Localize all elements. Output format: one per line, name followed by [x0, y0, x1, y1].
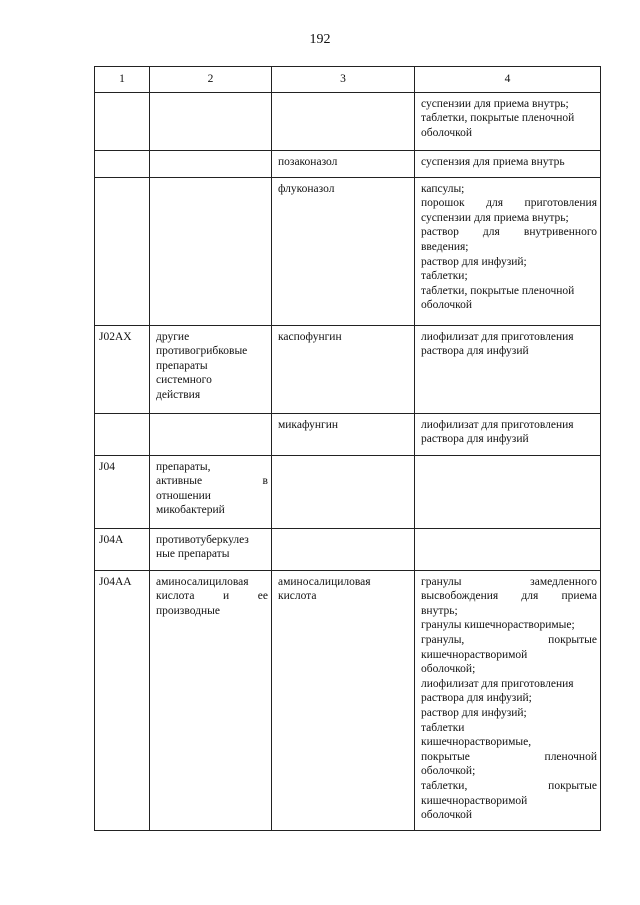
drug-name-cell — [272, 528, 415, 570]
group-name-line: системного — [156, 374, 212, 387]
drug-table — [94, 66, 601, 831]
dosage-form-line: оболочкой — [421, 299, 473, 312]
table-row — [95, 455, 601, 528]
atc-code-cell: J04 — [95, 455, 150, 528]
group-name-line: препараты — [156, 359, 208, 372]
dosage-form-line: раствора для инфузий — [421, 433, 529, 446]
drug-name-cell: позаконазол — [272, 150, 415, 177]
dosage-form-line: гранулы замедленного — [421, 575, 597, 588]
group-name-line: противотуберкулез — [156, 533, 249, 546]
drug-name-cell — [272, 570, 415, 830]
dosage-form-cell — [415, 455, 601, 528]
dosage-form-cell — [415, 325, 601, 413]
header-cell: 3 — [272, 67, 415, 93]
drug-name-line: аминосалициловая — [278, 575, 371, 588]
dosage-form-line: раствор для инфузий; — [421, 706, 527, 719]
atc-code-cell — [95, 92, 150, 150]
page-number: 192 — [309, 32, 331, 47]
dosage-form-cell — [415, 150, 601, 177]
dosage-form-line: оболочкой — [421, 126, 473, 139]
dosage-form-line: оболочкой — [421, 809, 473, 822]
dosage-form-line: покрытые пленочной — [421, 750, 597, 763]
group-name-line: противогрибковые — [156, 345, 248, 358]
drug-name-cell: микафунгин — [272, 413, 415, 455]
drug-name-line: кислота — [278, 590, 317, 603]
atc-code-cell: J04AA — [95, 570, 150, 830]
group-name-line: препараты, — [156, 460, 211, 473]
table-row — [95, 570, 601, 830]
dosage-form-line: таблетки — [421, 721, 465, 734]
dosage-form-line: раствора для инфузий — [421, 345, 529, 358]
group-name-cell — [150, 150, 272, 177]
group-name-line: ные препараты — [156, 548, 230, 561]
group-name-line: отношении — [156, 489, 211, 502]
dosage-form-line: таблетки; — [421, 270, 468, 283]
table-row — [95, 528, 601, 570]
header-cell: 2 — [150, 67, 272, 93]
group-name-cell — [150, 413, 272, 455]
dosage-form-line: суспензия для приема внутрь — [421, 155, 565, 168]
group-name-cell — [150, 177, 272, 325]
group-name-line: действия — [156, 388, 201, 401]
dosage-form-line: таблетки, покрытые пленочной — [421, 112, 575, 125]
group-name-cell — [150, 92, 272, 150]
dosage-form-line: лиофилизат для приготовления — [421, 418, 574, 431]
dosage-form-line: кишечнорастворимой — [421, 794, 528, 807]
dosage-form-cell — [415, 413, 601, 455]
dosage-form-line: порошок для приготовления — [421, 197, 597, 210]
group-name-cell — [150, 570, 272, 830]
group-name-line: кислота и ее — [156, 590, 268, 603]
group-name-line: производные — [156, 604, 220, 617]
group-name-cell — [150, 455, 272, 528]
atc-code-cell: J04A — [95, 528, 150, 570]
dosage-form-cell — [415, 570, 601, 830]
dosage-form-line: таблетки, покрытые — [421, 779, 597, 792]
dosage-form-line: раствора для инфузий; — [421, 692, 532, 705]
header-cell: 1 — [95, 67, 150, 93]
table-row — [95, 92, 601, 150]
dosage-form-line: введения; — [421, 240, 469, 253]
atc-code-cell — [95, 150, 150, 177]
dosage-form-line: оболочкой; — [421, 663, 476, 676]
dosage-form-cell — [415, 92, 601, 150]
table-body — [95, 67, 601, 831]
group-name-line: активные в — [156, 475, 268, 488]
dosage-form-cell — [415, 177, 601, 325]
atc-code-cell — [95, 413, 150, 455]
table-row — [95, 413, 601, 455]
group-name-cell — [150, 325, 272, 413]
dosage-form-line: кишечнорастворимой — [421, 648, 528, 661]
table-row — [95, 150, 601, 177]
drug-name-cell — [272, 455, 415, 528]
group-name-line: другие — [156, 330, 190, 343]
table-row — [95, 177, 601, 325]
drug-name-cell: каспофунгин — [272, 325, 415, 413]
dosage-form-cell — [415, 528, 601, 570]
dosage-form-line: оболочкой; — [421, 765, 476, 778]
dosage-form-line: высвобождения для приема — [421, 590, 597, 603]
group-name-cell — [150, 528, 272, 570]
dosage-form-line: лиофилизат для приготовления — [421, 677, 574, 690]
dosage-form-line: раствор для инфузий; — [421, 255, 527, 268]
dosage-form-line: таблетки, покрытые пленочной — [421, 284, 575, 297]
dosage-form-line: гранулы кишечнорастворимые; — [421, 619, 575, 632]
drug-name-cell: флуконазол — [272, 177, 415, 325]
header-cell: 4 — [415, 67, 601, 93]
table-row — [95, 325, 601, 413]
group-name-line: аминосалициловая — [156, 575, 249, 588]
dosage-form-line: лиофилизат для приготовления — [421, 330, 574, 343]
dosage-form-line: суспензии для приема внутрь; — [421, 97, 569, 110]
dosage-form-line: суспензии для приема внутрь; — [421, 211, 569, 224]
drug-name-cell — [272, 92, 415, 150]
dosage-form-line: кишечнорастворимые, — [421, 736, 532, 749]
table-header-row — [95, 67, 601, 93]
dosage-form-line: раствор для внутривенного — [421, 226, 597, 239]
atc-code-cell — [95, 177, 150, 325]
dosage-form-line: капсулы; — [421, 182, 465, 195]
group-name-line: микобактерий — [156, 504, 225, 517]
atc-code-cell: J02AX — [95, 325, 150, 413]
dosage-form-line: внутрь; — [421, 604, 458, 617]
dosage-form-line: гранулы, покрытые — [421, 633, 597, 646]
